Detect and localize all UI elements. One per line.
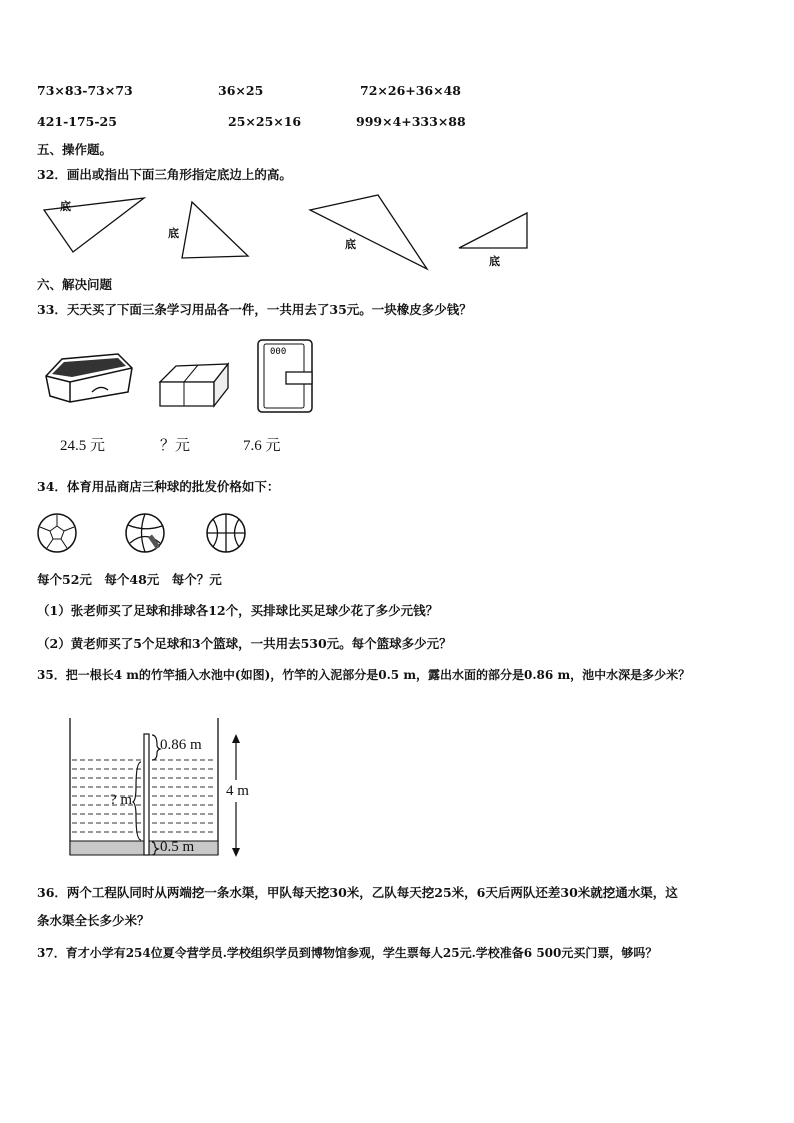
balls-figure	[0, 510, 794, 560]
soccer-ball-icon	[38, 514, 76, 552]
label-water-depth: ? m	[110, 792, 133, 808]
price-pencil-case: 24.5 元	[60, 438, 106, 454]
calc-5: 25×25×16	[228, 114, 302, 129]
question-34-part-1: （1）张老师买了足球和排球各12个，买排球比买足球少花了多少元钱？	[37, 603, 439, 618]
stationery-figure	[0, 332, 794, 422]
question-32: 32．画出或指出下面三角形指定底边上的高。	[37, 167, 292, 182]
eraser-icon	[160, 364, 228, 406]
bamboo-pole	[144, 734, 149, 855]
basketball-icon	[207, 514, 245, 552]
question-37: 37．育才小学有254位夏令营学员.学校组织学员到博物馆参观，学生票每人25元.学校准备6 500元买门票，够吗？	[37, 946, 658, 960]
triangle-1-base-label: 底	[60, 200, 71, 213]
triangles-figure	[0, 190, 794, 290]
brace-top	[152, 735, 160, 760]
question-34: 34．体育用品商店三种球的批发价格如下：	[37, 479, 280, 494]
calculator-icon	[258, 340, 312, 412]
question-36-line-2: 条水渠全长多少米？	[37, 913, 150, 928]
triangle-4-base-label: 底	[489, 255, 500, 268]
question-36-line-1: 36．两个工程队同时从两端挖一条水渠，甲队每天挖30米，乙队每天挖25米，6天后两队还差30米就挖通水渠，这	[37, 885, 678, 900]
calculator-screen: 000	[270, 347, 287, 357]
triangle-2-base-label: 底	[168, 227, 179, 240]
question-33: 33．天天买了下面三条学习用品各一件，一共用去了35元。一块橡皮多少钱？	[37, 302, 472, 317]
triangle-3-base-label: 底	[345, 238, 356, 251]
price-eraser: ？元	[160, 438, 191, 454]
calc-6: 999×4+333×88	[356, 114, 466, 129]
price-calculator: 7.6 元	[243, 438, 281, 454]
brace-water	[133, 762, 141, 840]
triangle-3	[310, 195, 427, 269]
question-34-part-2: （2）黄老师买了5个足球和3个篮球，一共用去530元。每个篮球多少元？	[37, 636, 452, 651]
triangle-1	[44, 198, 144, 252]
ball-prices: 每个52元 每个48元 每个？元	[37, 572, 222, 587]
label-total-length: 4 m	[226, 783, 249, 799]
calc-3: 72×26+36×48	[360, 83, 462, 98]
triangle-2	[182, 202, 248, 258]
triangle-4	[459, 213, 527, 248]
pool-figure	[0, 712, 260, 862]
label-mud-depth: 0.5 m	[160, 839, 195, 855]
section-6-heading: 六、解决问题	[37, 277, 113, 292]
calc-2: 36×25	[218, 83, 264, 98]
volleyball-icon	[126, 514, 164, 552]
pencil-case-icon	[46, 354, 132, 402]
calc-1: 73×83-73×73	[37, 83, 133, 98]
question-35: 35．把一根长4 m的竹竿插入水池中(如图)，竹竿的入泥部分是0.5 m，露出水面的部分是0.86 m，池中水深是多少米？	[37, 668, 691, 682]
section-5-heading: 五、操作题。	[37, 142, 113, 157]
calc-4: 421-175-25	[37, 114, 117, 129]
label-above-water: 0.86 m	[160, 737, 202, 753]
